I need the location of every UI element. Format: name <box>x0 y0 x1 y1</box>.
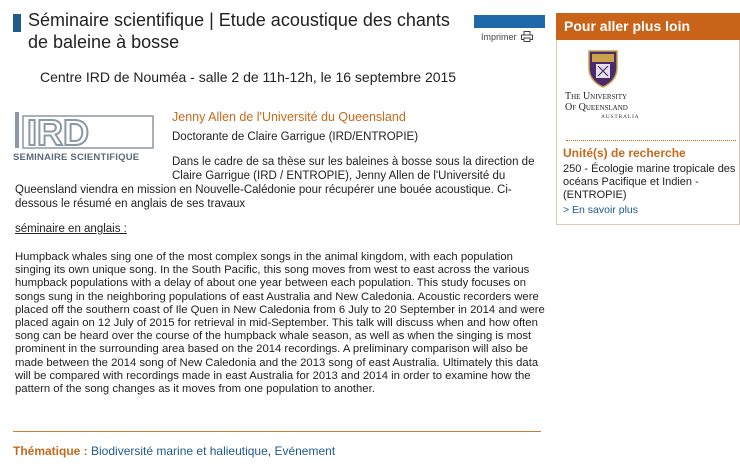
seminar-language-label: séminaire en anglais : <box>15 223 127 235</box>
learn-more-link[interactable]: > En savoir plus <box>563 204 638 216</box>
speaker-name: Jenny Allen de l'Université du Queensland <box>172 110 406 124</box>
title-marker <box>13 14 21 32</box>
uq-name-line2: Of Queensland <box>565 102 628 113</box>
sidebar-heading: Pour aller plus loin <box>556 13 740 40</box>
abstract-text: Humpback whales sing one of the most complex songs in the animal kingdom, with each population singing its own unique song. In the South Pacific, this song moves from west to east across the various humpback populations with a delay of about one year between each population. This study focuses on songs sung in the neighboring populations of east Australia and New Caledonia. Acoustic recorders were placed off the southern coast of Ile Quen in New Caledonia from 6 July to 20 September in 2014 and were placed again on 12 July of 2015 for retrieval in mid-September. This talk will discuss when and how often song can be heard over the course of the humpback whale season, as well as when the singing is most prominent in the surrounding area based on the 2014 recordings. A preliminary comparison will also be made between the 2014 song of New Caledonia and the 2013 song of east Australia. Ultimately this data will be compared with recordings made in east Australia for 2013 and 2014 in order to examine how the pattern of the song changes as it moves from one population to another. <box>15 251 545 396</box>
divider <box>13 431 541 432</box>
uq-name-line1: The University <box>565 91 628 102</box>
uq-country: AUSTRALIA <box>601 114 640 120</box>
intro-first-lines: Dans le cadre de sa thèse sur les baleines à bosse sous la direction de Claire Garrigue (IRD / ENTROPIE), Jenny Allen de l'Université du <box>172 156 535 182</box>
intro-rest: Queensland viendra en mission en Nouvelle-Calédonie pour récupérer une bouée acoustique. Ci-dessous le résumé en anglais de ses travaux <box>15 184 512 210</box>
logo-caption: SEMINAIRE SCIENTIFIQUE <box>13 152 140 163</box>
print-button[interactable] <box>481 31 533 42</box>
thematique-label: Thématique : <box>13 444 88 458</box>
print-tab <box>474 15 545 28</box>
page-title: Séminaire scientifique | Etude acoustique des chants de baleine à bosse <box>28 10 450 52</box>
print-label: Imprimer <box>481 31 517 42</box>
printer-icon <box>521 31 533 42</box>
research-unit-heading: Unité(s) de recherche <box>563 146 686 160</box>
thematique-separator: , <box>267 444 275 458</box>
uq-crest-icon <box>586 48 620 88</box>
speaker-role: Doctorante de Claire Garrigue (IRD/ENTROPIE) <box>172 131 419 143</box>
thematique-line <box>13 444 335 458</box>
intro-paragraph <box>15 155 545 211</box>
thematique-link-biodiversite[interactable]: Biodiversité marine et halieutique <box>91 444 268 458</box>
event-location-date: Centre IRD de Nouméa - salle 2 de 11h-12h, le 16 septembre 2015 <box>40 69 457 85</box>
thematique-link-evenement[interactable]: Evénement <box>274 444 336 458</box>
research-unit-text: 250 - Écologie marine tropicale des océans Pacifique et Indien - (ENTROPIE) <box>563 163 736 201</box>
svg-text:IRD: IRD <box>27 112 89 153</box>
uq-name <box>565 91 628 113</box>
sidebar-divider <box>566 140 736 141</box>
